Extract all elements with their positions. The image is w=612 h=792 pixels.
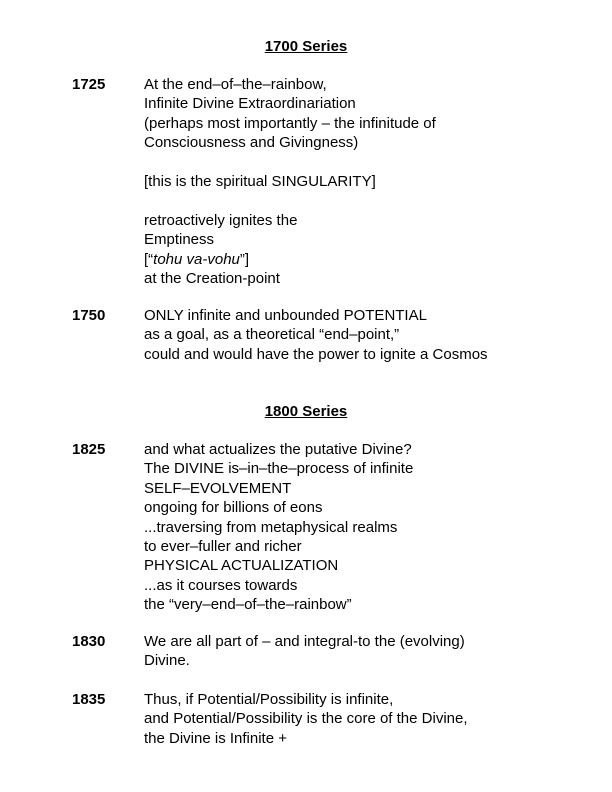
entry-number: 1830 bbox=[72, 633, 106, 650]
series-title-1800: 1800 Series bbox=[264, 403, 348, 420]
text-line: Infinite Divine Extraordinariation bbox=[144, 95, 356, 113]
series-title-1700: 1700 Series bbox=[264, 38, 348, 55]
text-line: the Divine is Infinite + bbox=[144, 729, 287, 747]
entry-number: 1725 bbox=[72, 76, 106, 93]
text-line: ONLY infinite and unbounded POTENTIAL bbox=[144, 307, 427, 324]
text-line: The DIVINE is–in–the–process of infinite bbox=[144, 460, 414, 478]
text-line: to ever–fuller and richer bbox=[144, 538, 302, 556]
text-line: PHYSICAL ACTUALIZATION bbox=[144, 557, 339, 575]
text-line: ...traversing from metaphysical realms bbox=[144, 518, 398, 536]
text-line: and Potential/Possibility is the core of the Divine, bbox=[144, 710, 468, 728]
text-line: the “very–end–of–the–rainbow” bbox=[144, 596, 352, 614]
text-line: and what actualizes the putative Divine? bbox=[144, 441, 412, 458]
entry-text bbox=[144, 690, 584, 748]
text-line: ...as it courses towards bbox=[144, 576, 298, 594]
text-line: Thus, if Potential/Possibility is infinite, bbox=[144, 691, 394, 708]
text-line: SELF–EVOLVEMENT bbox=[144, 479, 292, 497]
entry-text bbox=[144, 75, 584, 288]
entry-number: 1835 bbox=[72, 691, 106, 708]
text-line: as a goal, as a theoretical “end–point,” bbox=[144, 326, 400, 344]
text-line: At the end–of–the–rainbow, bbox=[144, 76, 327, 93]
text-line: Consciousness and Givingness) bbox=[144, 134, 359, 152]
text-line-tohu: [“tohu va-vohu”] bbox=[144, 250, 250, 268]
italic-phrase: tohu va-vohu bbox=[153, 250, 240, 268]
entry-number: 1825 bbox=[72, 441, 106, 458]
entry-text bbox=[144, 440, 584, 615]
text-line: retroactively ignites the bbox=[144, 211, 298, 229]
text-line: ongoing for billions of eons bbox=[144, 499, 323, 517]
entry-text bbox=[144, 306, 584, 364]
entry-text bbox=[144, 632, 584, 671]
entry-number: 1750 bbox=[72, 307, 106, 324]
text-line: [this is the spiritual SINGULARITY] bbox=[144, 173, 376, 191]
text-line: (perhaps most importantly – the infinitude of bbox=[144, 114, 436, 132]
text-line: could and would have the power to ignite a Cosmos bbox=[144, 345, 488, 363]
text-line: Divine. bbox=[144, 652, 190, 670]
text-line: at the Creation-point bbox=[144, 270, 280, 288]
text-line: Emptiness bbox=[144, 231, 215, 249]
text-line: We are all part of – and integral-to the (evolving) bbox=[144, 633, 465, 650]
